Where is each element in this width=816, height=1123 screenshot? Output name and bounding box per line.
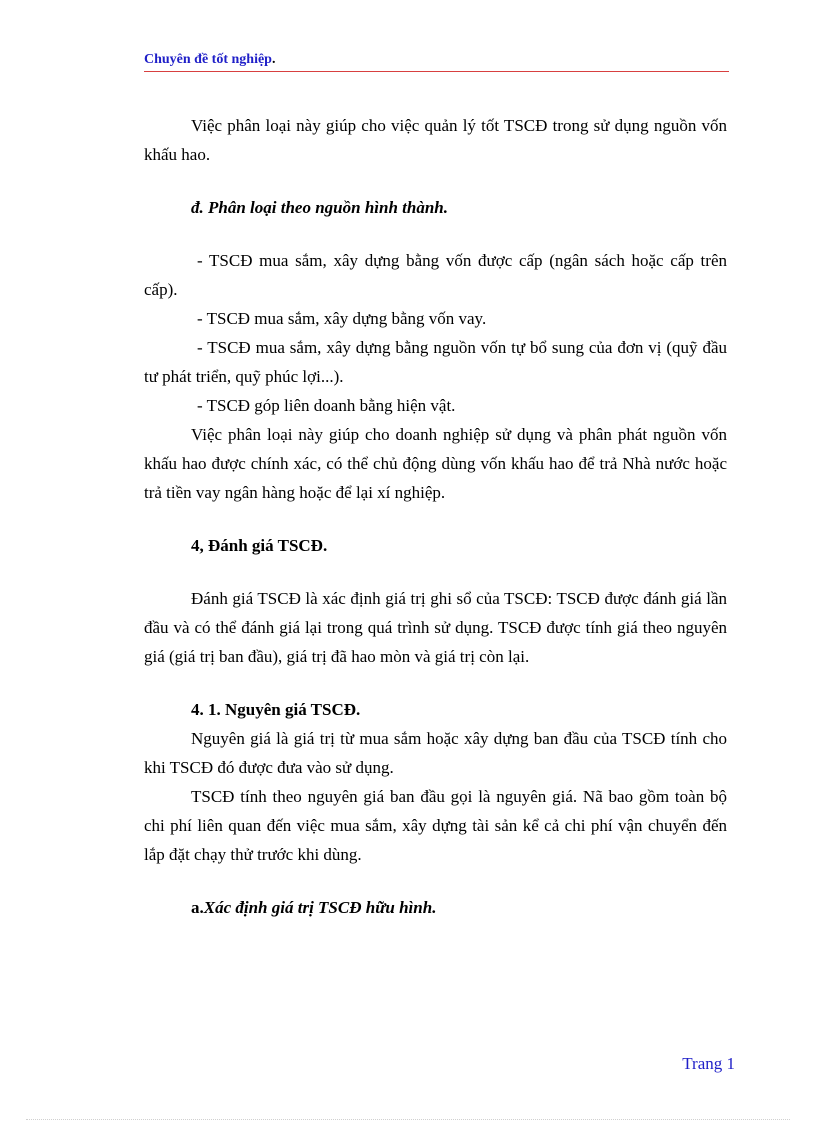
heading-d: đ. Phân loại theo nguồn hình thành.	[191, 198, 449, 217]
heading-a-prefix: a.	[191, 898, 204, 917]
page-header	[144, 52, 728, 68]
paragraph-5: TSCĐ tính theo nguyên giá ban đầu gọi là nguyên giá. Nã bao gồm toàn bộ chi phí liên quan đến việc mua sắm, xây dựng tài sản kể cả chi phí vận chuyển đến lắp đặt chạy thử trước khi dùng.	[144, 787, 727, 864]
bullet-1: - TSCĐ mua sắm, xây dựng bằng vốn được cấp (ngân sách hoặc cấp trên cấp).	[144, 251, 727, 299]
heading-4: 4, Đánh giá TSCĐ.	[191, 536, 328, 555]
spacer	[144, 507, 727, 531]
spacer	[144, 222, 727, 246]
heading-a-text: Xác định giá trị TSCĐ hữu hình.	[203, 898, 437, 917]
page-bottom-border	[26, 1119, 790, 1120]
header-rule	[144, 71, 729, 72]
bullet-3: - TSCĐ mua sắm, xây dựng bằng nguồn vốn tự bổ sung của đơn vị (quỹ đầu tư phát triển, quỹ phúc lợi...).	[144, 338, 727, 386]
header-dot: .	[271, 52, 276, 67]
spacer	[144, 169, 727, 193]
paragraph-3: Đánh giá TSCĐ là xác định giá trị ghi sổ của TSCĐ: TSCĐ được đánh giá lần đầu và có thể đánh giá lại trong quá trình sử dụng. TSCĐ được tính giá theo nguyên giá (giá trị ban đầu), giá trị đã hao mòn và giá trị còn lại.	[144, 589, 727, 666]
heading-4-1: 4. 1. Nguyên giá TSCĐ.	[191, 700, 361, 719]
paragraph-2: Việc phân loại này giúp cho doanh nghiệp sử dụng và phân phát nguồn vốn khấu hao được chính xác, có thể chủ động dùng vốn khấu hao để trả Nhà nước hoặc trả tiền vay ngân hàng hoặc để lại xí nghiệp.	[144, 425, 727, 502]
document-body	[144, 111, 727, 922]
paragraph-4: Nguyên giá là giá trị từ mua sắm hoặc xây dựng ban đầu của TSCĐ tính cho khi TSCĐ đó được đưa vào sử dụng.	[144, 729, 727, 777]
bullet-4: - TSCĐ góp liên doanh bằng hiện vật.	[197, 396, 456, 415]
bullet-2: - TSCĐ mua sắm, xây dựng bằng vốn vay.	[197, 309, 487, 328]
page-number: Trang 1	[682, 1054, 735, 1073]
spacer	[144, 869, 727, 893]
paragraph-1: Việc phân loại này giúp cho việc quản lý tốt TSCĐ trong sử dụng nguồn vốn khấu hao.	[144, 116, 727, 164]
spacer	[144, 560, 727, 584]
spacer	[144, 671, 727, 695]
header-title: Chuyên đề tốt nghiệp	[144, 52, 272, 67]
heading-a	[144, 893, 727, 922]
